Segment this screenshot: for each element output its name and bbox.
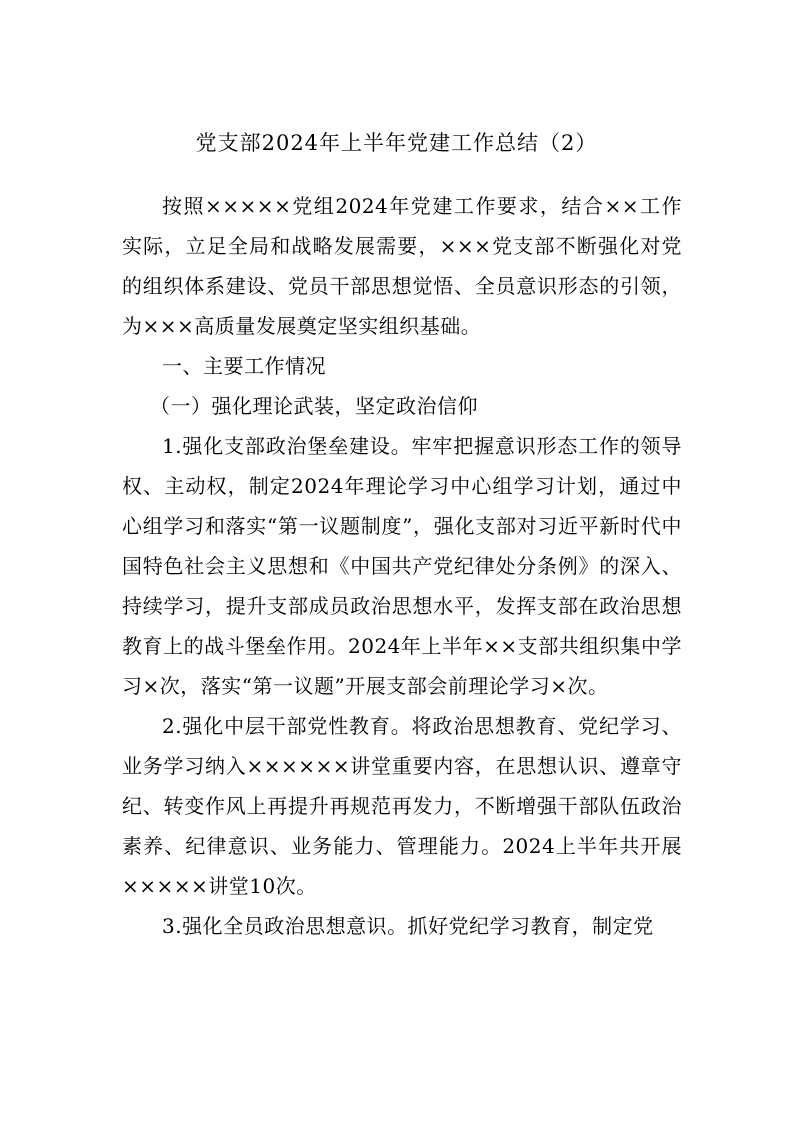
item-paragraph-1: 1.强化支部政治堡垒建设。牢牢把握意识形态工作的领导权、主动权，制定2024年理论学习中心组学习计划，通过中心组学习和落实“第一议题制度”，强化支部对习近平新时代中国特色社会主义思想和《中国共产党纪律处分条例》的深入、持续学习，提升支部成员政治思想水平，发挥支部在政治思想教育上的战斗堡垒作用。2024年上半年××支部共组织集中学习×次，落实“第一议题”开展支部会前理论学习×次。 bbox=[122, 434, 682, 698]
item-paragraph-2: 2.强化中层干部党性教育。将政治思想教育、党纪学习、业务学习纳入××××××讲堂重要内容，在思想认识、遵章守纪、转变作风上再提升再规范再发力，不断增强干部队伍政治素养、纪律意识、业务能力、管理能力。2024上半年共开展×××××讲堂10次。 bbox=[122, 714, 682, 898]
section-heading-main-work: 一、主要工作情况 bbox=[162, 354, 326, 378]
intro-paragraph: 按照×××××党组2024年党建工作要求，结合××工作实际，立足全局和战略发展需要，×××党支部不断强化对党的组织体系建设、党员干部思想觉悟、全员意识形态的引领，为×××高质量发展奠定坚实组织基础。 bbox=[122, 194, 682, 338]
item-paragraph-3: 3.强化全员政治思想意识。抓好党纪学习教育，制定党 bbox=[162, 914, 654, 938]
subsection-heading-theory: （一）强化理论武装，坚定政治信仰 bbox=[150, 394, 478, 418]
document-body bbox=[122, 186, 682, 946]
document-title: 党支部2024年上半年党建工作总结（2） bbox=[195, 131, 598, 155]
